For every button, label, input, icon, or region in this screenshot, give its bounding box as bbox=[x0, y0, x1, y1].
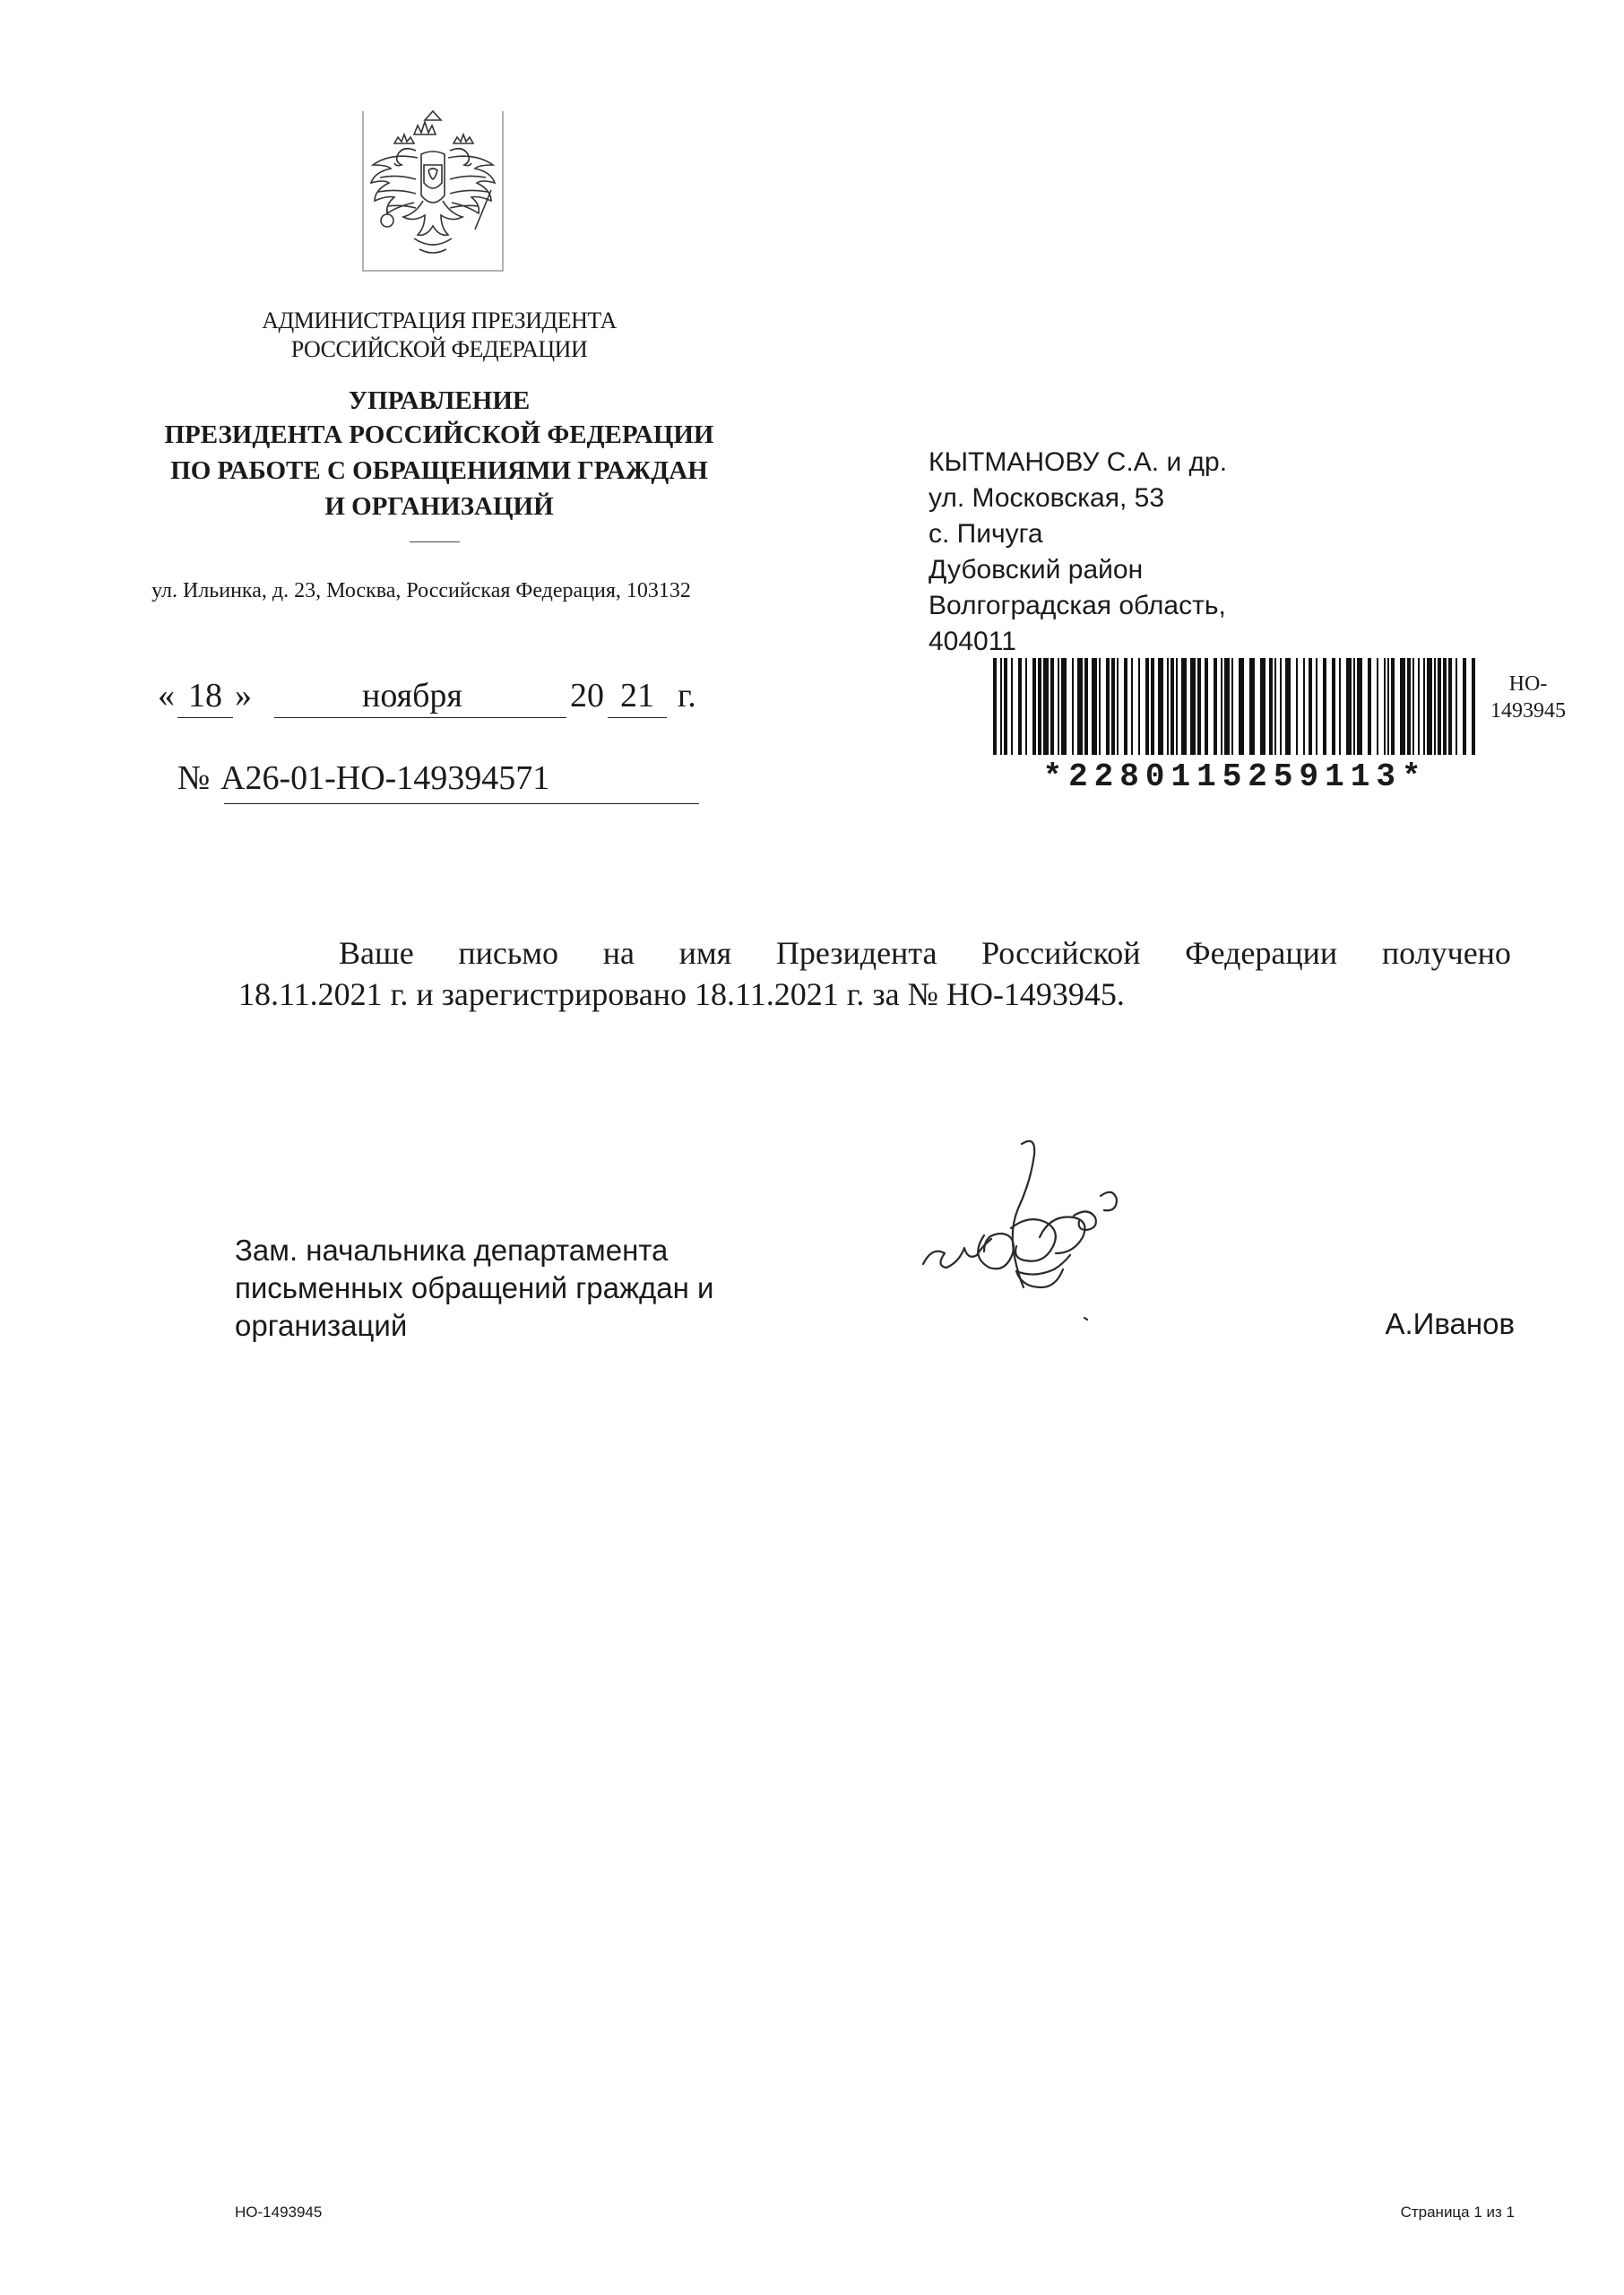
date-day: 18 bbox=[188, 677, 222, 714]
body-word: Федерации bbox=[1185, 935, 1338, 971]
date-day-underline bbox=[177, 717, 233, 718]
signatory-position-line2: письменных обращений граждан и bbox=[235, 1271, 714, 1304]
addressee-name: КЫТМАНОВУ С.А. и др. bbox=[929, 447, 1228, 477]
body-word: имя bbox=[678, 935, 732, 971]
signatory-name: А.Иванов bbox=[1385, 1307, 1515, 1340]
number-underline bbox=[224, 803, 699, 804]
addressee-district: Дубовский район bbox=[929, 555, 1144, 585]
body-word: письмо bbox=[458, 935, 559, 971]
barcode-text: *2280115259113* bbox=[1042, 758, 1428, 795]
signatory-position-line1: Зам. начальника департамента bbox=[235, 1234, 669, 1267]
body-word: Российской bbox=[981, 935, 1141, 971]
addressee-block bbox=[929, 445, 1227, 660]
date-year-unit: г. bbox=[678, 677, 696, 714]
barcode bbox=[993, 658, 1477, 764]
date-month: ноября bbox=[362, 677, 462, 714]
reference-number bbox=[177, 758, 715, 809]
date-year-prefix: 20 bbox=[570, 677, 604, 714]
addressee-postcode: 404011 bbox=[929, 627, 1016, 656]
date-year-suffix: 21 bbox=[620, 677, 654, 714]
date-month-underline bbox=[274, 717, 566, 718]
department-title-line2: ПРЕЗИДЕНТА РОССИЙСКОЙ ФЕДЕРАЦИИ bbox=[164, 420, 714, 449]
number-value: А26-01-НО-149394571 bbox=[220, 759, 550, 797]
body-line-1 bbox=[238, 932, 1511, 974]
administration-title-line2: РОССИЙСКОЙ ФЕДЕРАЦИИ bbox=[290, 336, 588, 362]
body-line-2: 18.11.2021 г. и зарегистрировано 18.11.2021 г. за № НО-1493945. bbox=[238, 976, 1125, 1012]
header-divider bbox=[410, 541, 460, 542]
addressee-village: с. Пичуга bbox=[929, 519, 1043, 549]
footer-page-number: Страница 1 из 1 bbox=[1400, 2204, 1515, 2221]
body-word: на bbox=[602, 935, 635, 971]
department-title-line3: ПО РАБОТЕ С ОБРАЩЕНИЯМИ ГРАЖДАН bbox=[170, 456, 708, 485]
body-word: Президента bbox=[775, 935, 937, 971]
body-word: Ваше bbox=[339, 935, 414, 971]
body-word: получено bbox=[1381, 935, 1511, 971]
coat-of-arms-emblem bbox=[360, 104, 505, 280]
signatory-position bbox=[235, 1232, 713, 1345]
addressee-region: Волгоградская область, bbox=[929, 591, 1226, 620]
signatory-position-line3: организаций bbox=[235, 1309, 408, 1342]
date-close-quote: » bbox=[235, 677, 252, 714]
date-open-quote: « bbox=[158, 677, 175, 714]
registration-code-line1: НО- bbox=[1508, 672, 1548, 696]
letter-date bbox=[158, 676, 713, 721]
date-year-underline bbox=[608, 717, 667, 718]
letter-body bbox=[238, 932, 1511, 1015]
department-title-line1: УПРАВЛЕНИЕ bbox=[348, 386, 531, 415]
department-title-line4: И ОРГАНИЗАЦИЙ bbox=[324, 492, 554, 521]
addressee-street: ул. Московская, 53 bbox=[929, 483, 1165, 513]
footer-registration-code: НО-1493945 bbox=[235, 2204, 323, 2221]
sender-address: ул. Ильинка, д. 23, Москва, Российская Федерация, 103132 bbox=[151, 579, 691, 602]
registration-code bbox=[1479, 671, 1577, 724]
handwritten-signature bbox=[905, 1130, 1174, 1345]
registration-code-line2: 1493945 bbox=[1490, 699, 1566, 723]
administration-title-line1: АДМИНИСТРАЦИЯ ПРЕЗИДЕНТА bbox=[262, 307, 617, 333]
number-sign: № bbox=[177, 759, 211, 797]
